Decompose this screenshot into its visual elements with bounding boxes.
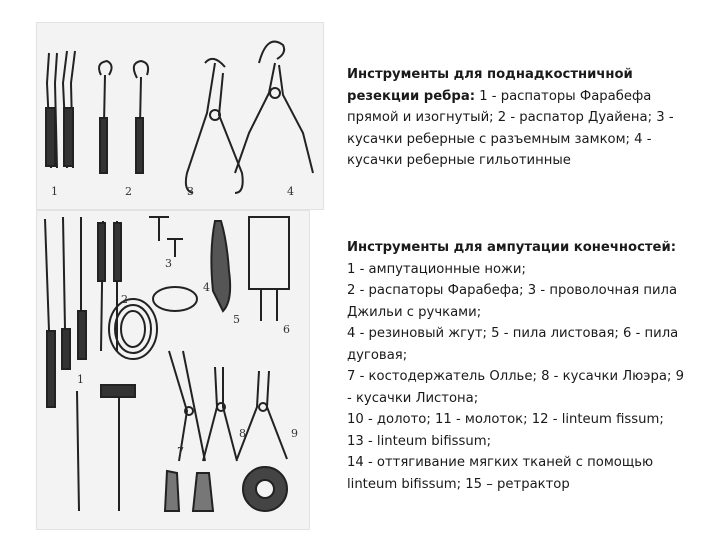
amputation-line-7: 14 - оттягивание мягких тканей с помощью linteum bifissum; 15 – ретрактор bbox=[347, 455, 654, 492]
amputation-title: Инструменты для ампутации конечностей: bbox=[347, 240, 676, 255]
rib-resection-title: Инструменты для поднадкостничной резекции ребра: bbox=[347, 67, 633, 104]
amputation-line-3: 4 - резиновый жгут; 5 - пила листовая; 6 - пила дуговая; bbox=[347, 326, 679, 363]
figure2-label-3: 3 bbox=[165, 257, 172, 270]
amputation-line-1: 1 - ампутационные ножи; bbox=[347, 261, 526, 277]
figure1-label-3: 3 bbox=[187, 185, 194, 198]
amputation-line-6: 13 - linteum bifissum; bbox=[347, 433, 492, 449]
figure2-label-5: 5 bbox=[233, 313, 240, 326]
amputation-line-2: 2 - распаторы Фарабефа; 3 - проволочная пила Джильи с ручками; bbox=[347, 283, 678, 320]
amputation-instruments-figure bbox=[36, 210, 310, 530]
figure2-label-6: 6 bbox=[283, 323, 290, 336]
figure1-label-4: 4 bbox=[287, 185, 294, 198]
figure2-label-4: 4 bbox=[203, 281, 210, 294]
rib-resection-caption bbox=[347, 64, 692, 172]
figure1-label-2: 2 bbox=[125, 185, 132, 198]
amputation-instruments-illustration bbox=[37, 211, 309, 529]
rib-resection-body: 1 - распаторы Фарабефа прямой и изогнутый; 2 - распатор Дуайена; 3 - кусачки реберные с разъемным замком; 4 - кусачки реберные гильотинные bbox=[347, 88, 674, 168]
rib-resection-instruments-figure bbox=[36, 22, 324, 210]
rib-instruments-illustration bbox=[37, 23, 323, 209]
figure1-label-1: 1 bbox=[51, 185, 58, 198]
figure2-label-9: 9 bbox=[291, 427, 298, 440]
figure2-label-1: 1 bbox=[77, 373, 84, 386]
figure2-label-8: 8 bbox=[239, 427, 246, 440]
figure2-label-2: 2 bbox=[121, 293, 128, 306]
figure2-label-7: 7 bbox=[177, 445, 184, 458]
amputation-caption bbox=[347, 237, 692, 495]
amputation-line-4: 7 - костодержатель Олльe; 8 - кусачки Люэра; 9 - кусачки Листона; bbox=[347, 369, 684, 406]
amputation-line-5: 10 - долото; 11 - молоток; 12 - linteum fissum; bbox=[347, 412, 664, 427]
